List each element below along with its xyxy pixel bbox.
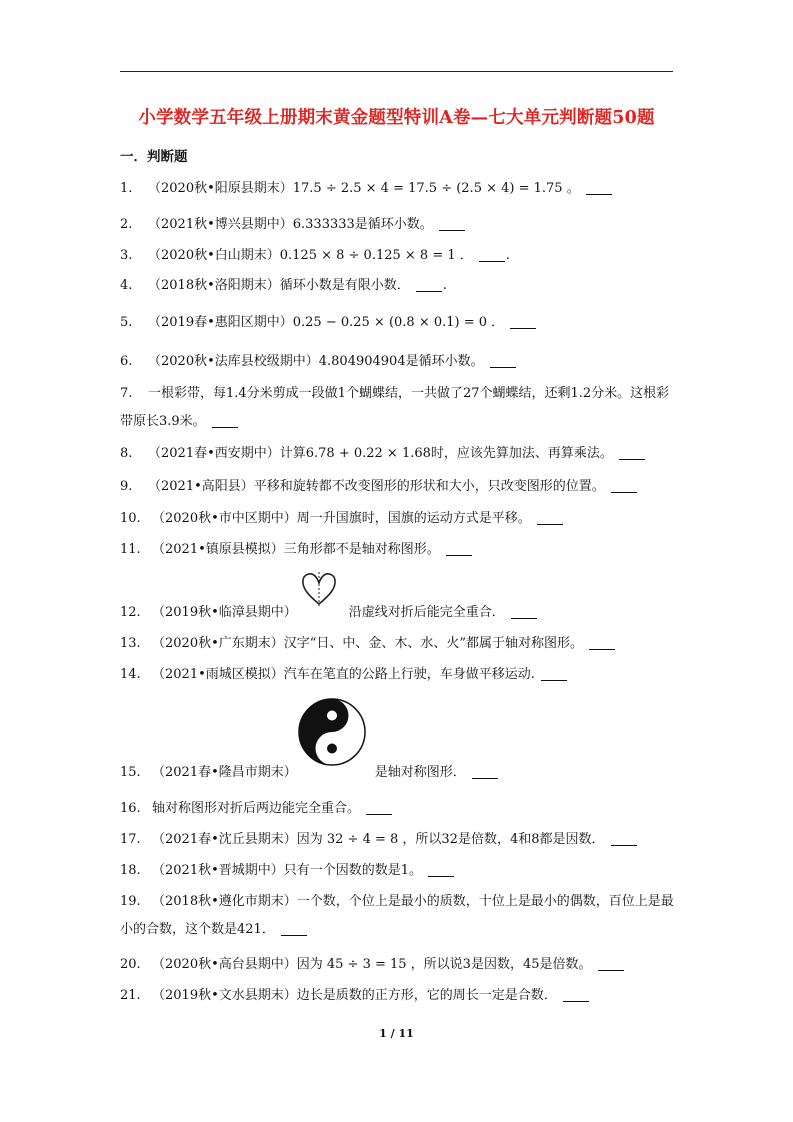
- answer-blank[interactable]: [598, 956, 624, 971]
- question-text: 一根彩带，每1.4分米剪成一段做1个蝴蝶结，一共做了27个蝴蝶结，还剩1.2分米。这根彩带原长3.9米。: [120, 386, 670, 429]
- question-number: 11.: [120, 542, 141, 557]
- question-text: （2021春•沈丘县期末）因为 32 ÷ 4 = 8 ，所以32是倍数，4和8都是因数．: [152, 832, 605, 847]
- question-7: [120, 380, 676, 436]
- question-3: 3. （2020秋•白山期末）0.125 × 8 ÷ 0.125 × 8 = 1 ． .: [120, 243, 676, 269]
- answer-blank[interactable]: [366, 800, 392, 815]
- answer-blank[interactable]: [416, 277, 442, 292]
- answer-blank[interactable]: [619, 445, 645, 460]
- question-number: 4.: [120, 278, 133, 293]
- question-number: 3.: [120, 248, 133, 263]
- question-number: 16.: [120, 801, 141, 816]
- question-number: 18.: [120, 863, 141, 878]
- question-text: （2019春•惠阳区期中）0.25 − 0.25 × (0.8 × 0.1) = 0 ．: [148, 315, 505, 330]
- question-text: （2020秋•广东期末）汉字“日、中、金、木、水、火”都属于轴对称图形。: [152, 636, 584, 651]
- question-number: 1.: [120, 181, 133, 196]
- yin-yang-figure: [297, 697, 367, 767]
- question-8: [120, 441, 676, 467]
- page-number: 1 / 11: [379, 1027, 414, 1040]
- question-text: （2020秋•法库县校级期中）4.804904904是循环小数。: [148, 354, 484, 369]
- question-text-after: 沿虚线对折后能完全重合．: [348, 605, 505, 620]
- answer-blank[interactable]: [428, 862, 454, 877]
- section-heading: 一．判断题: [120, 149, 188, 165]
- question-text: （2018秋•洛阳期末）循环小数是有限小数．: [148, 278, 410, 293]
- question-text: （2020秋•白山期末）0.125 × 8 ÷ 0.125 × 8 = 1 ．: [148, 248, 473, 263]
- header-rule: [120, 71, 673, 72]
- question-number: 13.: [120, 636, 141, 651]
- question-number: 10.: [120, 511, 141, 526]
- question-text: （2018秋•遵化市期末）一个数，个位上是最小的质数，十位上是最小的偶数，百位上是最小的合数，这个数是421．: [120, 894, 674, 937]
- question-text: （2021•雨城区模拟）汽车在笔直的公路上行驶，车身做平移运动.: [152, 667, 535, 682]
- answer-blank[interactable]: [212, 413, 238, 428]
- question-12: [120, 600, 676, 626]
- question-number: 21.: [120, 988, 141, 1003]
- question-text: 轴对称图形对折后两边能完全重合。: [152, 801, 361, 816]
- question-text: （2019秋•临漳县期中）: [152, 605, 297, 620]
- question-5: [120, 310, 676, 336]
- question-text: （2020秋•高台县期中）因为 45 ÷ 3 = 15 ，所以说3是因数，45是倍数。: [152, 957, 592, 972]
- question-17: [120, 827, 676, 853]
- question-text: （2020秋•市中区期中）周一升国旗时，国旗的运动方式是平移。: [152, 511, 531, 526]
- question-2: [120, 212, 676, 238]
- question-number: 2.: [120, 217, 133, 232]
- answer-blank[interactable]: [479, 247, 505, 262]
- answer-blank[interactable]: [281, 921, 307, 936]
- answer-blank[interactable]: [472, 764, 498, 779]
- answer-blank[interactable]: [439, 216, 465, 231]
- question-number: 6.: [120, 354, 133, 369]
- question-11: [120, 537, 676, 563]
- answer-blank[interactable]: [511, 604, 537, 619]
- question-9: [120, 474, 676, 500]
- question-text: （2021•高阳县）平移和旋转都不改变图形的形状和大小，只改变图形的位置。: [148, 479, 605, 494]
- question-text: （2019秋•文水县期末）边长是质数的正方形，它的周长一定是合数．: [152, 988, 557, 1003]
- question-number: 14.: [120, 667, 141, 682]
- question-number: 17.: [120, 832, 141, 847]
- answer-blank[interactable]: [490, 353, 516, 368]
- question-number: 19.: [120, 894, 141, 909]
- question-21: [120, 983, 676, 1009]
- answer-blank[interactable]: [611, 831, 637, 846]
- question-text: （2021•镇原县模拟）三角形都不是轴对称图形。: [152, 542, 440, 557]
- question-18: [120, 858, 676, 884]
- question-text: （2020秋•阳原县期末）17.5 ÷ 2.5 × 4 = 17.5 ÷ (2.5 × 4) = 1.75 。: [148, 181, 580, 196]
- question-1: [120, 176, 676, 202]
- answer-blank[interactable]: [446, 541, 472, 556]
- question-19: [120, 888, 676, 944]
- answer-blank[interactable]: [586, 180, 612, 195]
- question-number: 20.: [120, 957, 141, 972]
- question-text: （2021秋•博兴县期中）6.333333是循环小数。: [148, 217, 433, 232]
- answer-blank[interactable]: [510, 314, 536, 329]
- answer-blank[interactable]: [589, 635, 615, 650]
- question-20: [120, 952, 676, 978]
- answer-blank[interactable]: [541, 666, 567, 681]
- answer-blank[interactable]: [537, 510, 563, 525]
- question-text-after: 是轴对称图形．: [374, 765, 466, 780]
- question-6: [120, 349, 676, 375]
- question-16: [120, 796, 676, 822]
- question-text: （2021秋•晋城期中）只有一个因数的数是1。: [152, 863, 423, 878]
- question-14: [120, 662, 676, 688]
- question-text: （2021春•隆昌市期末）: [152, 765, 297, 780]
- question-number: 12.: [120, 605, 141, 620]
- question-10: [120, 506, 676, 532]
- question-number: 7.: [120, 386, 133, 401]
- question-number: 5.: [120, 315, 133, 330]
- question-15: [120, 760, 676, 786]
- question-text: （2021春•西安期中）计算6.78 + 0.22 × 1.68时，应该先算加法、再算乘法。: [148, 446, 613, 461]
- answer-blank[interactable]: [563, 987, 589, 1002]
- answer-blank[interactable]: [611, 478, 637, 493]
- page-title: 小学数学五年级上册期末黄金题型特训A卷—七大单元判断题50题: [138, 108, 655, 128]
- question-13: [120, 631, 676, 657]
- question-number: 8.: [120, 446, 133, 461]
- question-number: 9.: [120, 479, 133, 494]
- yin-yang-icon: [297, 697, 367, 767]
- question-number: 15.: [120, 765, 141, 780]
- question-4: 4. （2018秋•洛阳期末）循环小数是有限小数． .: [120, 273, 676, 299]
